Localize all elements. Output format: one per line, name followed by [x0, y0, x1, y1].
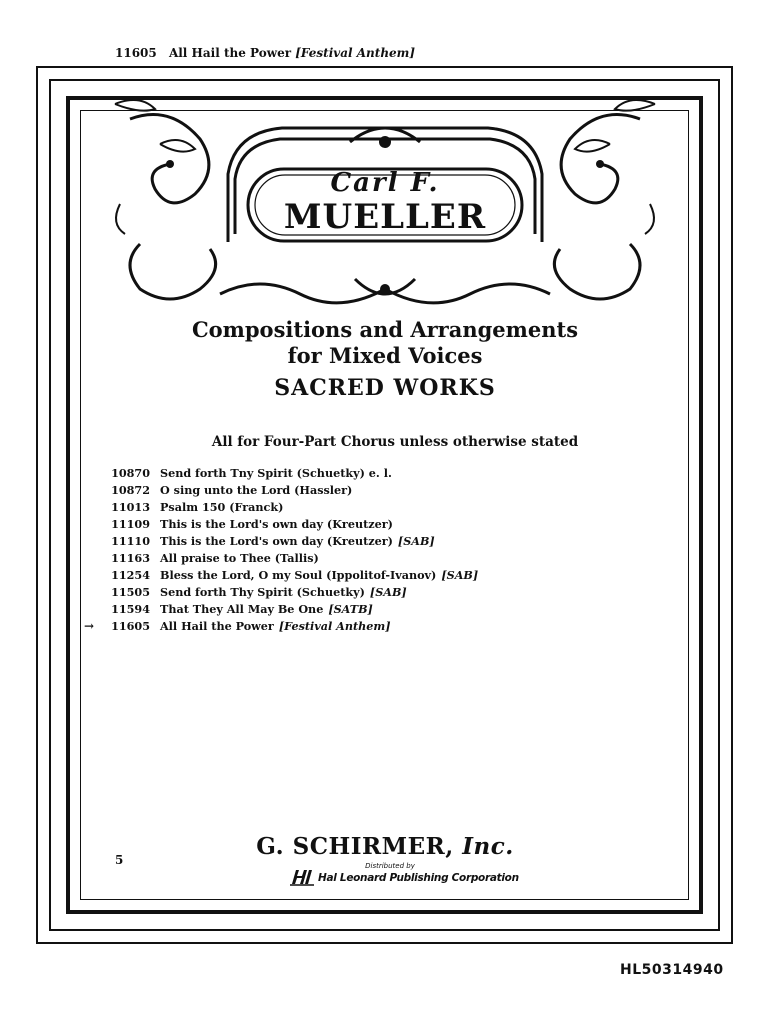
- work-code: 11013: [111, 500, 150, 514]
- list-item: [90, 601, 650, 618]
- heading-line-2: for Mixed Voices: [287, 343, 483, 368]
- work-voicing: [SAB]: [441, 568, 479, 582]
- publisher-name: [200, 833, 570, 860]
- work-code: 11505: [111, 585, 150, 599]
- catalog-number: HL50314940: [620, 962, 724, 978]
- distributor-name: Hal Leonard Publishing Corporation: [318, 872, 519, 884]
- header-title: All Hail the Power: [168, 46, 292, 60]
- work-code: 11163: [111, 551, 150, 565]
- hal-leonard-logo-icon: [290, 868, 314, 886]
- work-title: Send forth Tny Spirit (Schuetky) e. l.: [160, 466, 392, 480]
- running-header: [115, 46, 415, 60]
- work-voicing: [SAB]: [397, 534, 435, 548]
- work-code: 11110: [111, 534, 150, 548]
- distributed-by-label: Distributed by: [365, 862, 415, 870]
- work-title: Psalm 150 (Franck): [160, 500, 284, 514]
- work-title: This is the Lord's own day (Kreutzer): [160, 534, 393, 548]
- work-voicing: [Festival Anthem]: [278, 619, 391, 633]
- list-item: [90, 482, 650, 499]
- heading-line-1: Compositions and Arrangements: [191, 317, 579, 342]
- work-voicing: [SAB]: [369, 585, 407, 599]
- work-code: 11605: [111, 619, 150, 633]
- work-title: All praise to Thee (Tallis): [160, 551, 319, 565]
- composer-given-name: Carl F.: [330, 168, 440, 198]
- header-number: 11605: [115, 46, 157, 60]
- list-item: [90, 499, 650, 516]
- page-number: 5: [115, 853, 124, 867]
- work-title: That They All May Be One: [160, 602, 324, 616]
- list-item: [90, 465, 650, 482]
- work-voicing: [SATB]: [328, 602, 373, 616]
- work-title: All Hail the Power: [160, 619, 274, 633]
- publisher-main: G. SCHIRMER,: [256, 833, 454, 860]
- list-item: [84, 618, 650, 635]
- work-code: 11254: [111, 568, 150, 582]
- work-title: O sing unto the Lord (Hassler): [160, 483, 353, 497]
- works-list: [84, 465, 650, 635]
- list-item: [90, 567, 650, 584]
- work-title: Bless the Lord, O my Soul (Ippolitof-Ivanov): [160, 568, 437, 582]
- work-title: Send forth Thy Spirit (Schuetky): [160, 585, 365, 599]
- publisher-suffix: Inc.: [462, 833, 514, 860]
- work-code: 10872: [111, 483, 150, 497]
- heading-line-3: SACRED WORKS: [274, 375, 496, 401]
- work-code: 10870: [111, 466, 150, 480]
- voicing-note: All for Four-Part Chorus unless otherwise stated: [211, 434, 579, 450]
- composer-surname: MUELLER: [283, 197, 487, 237]
- list-item: [90, 516, 650, 533]
- composer-plate: [240, 160, 530, 244]
- work-code: 11109: [111, 517, 150, 531]
- list-item: [90, 584, 650, 601]
- arrow-right-icon: →: [84, 619, 95, 633]
- work-title: This is the Lord's own day (Kreutzer): [160, 517, 393, 531]
- list-item: [90, 550, 650, 567]
- list-item: [90, 533, 650, 550]
- header-subtitle: [Festival Anthem]: [295, 46, 416, 60]
- work-code: 11594: [111, 602, 150, 616]
